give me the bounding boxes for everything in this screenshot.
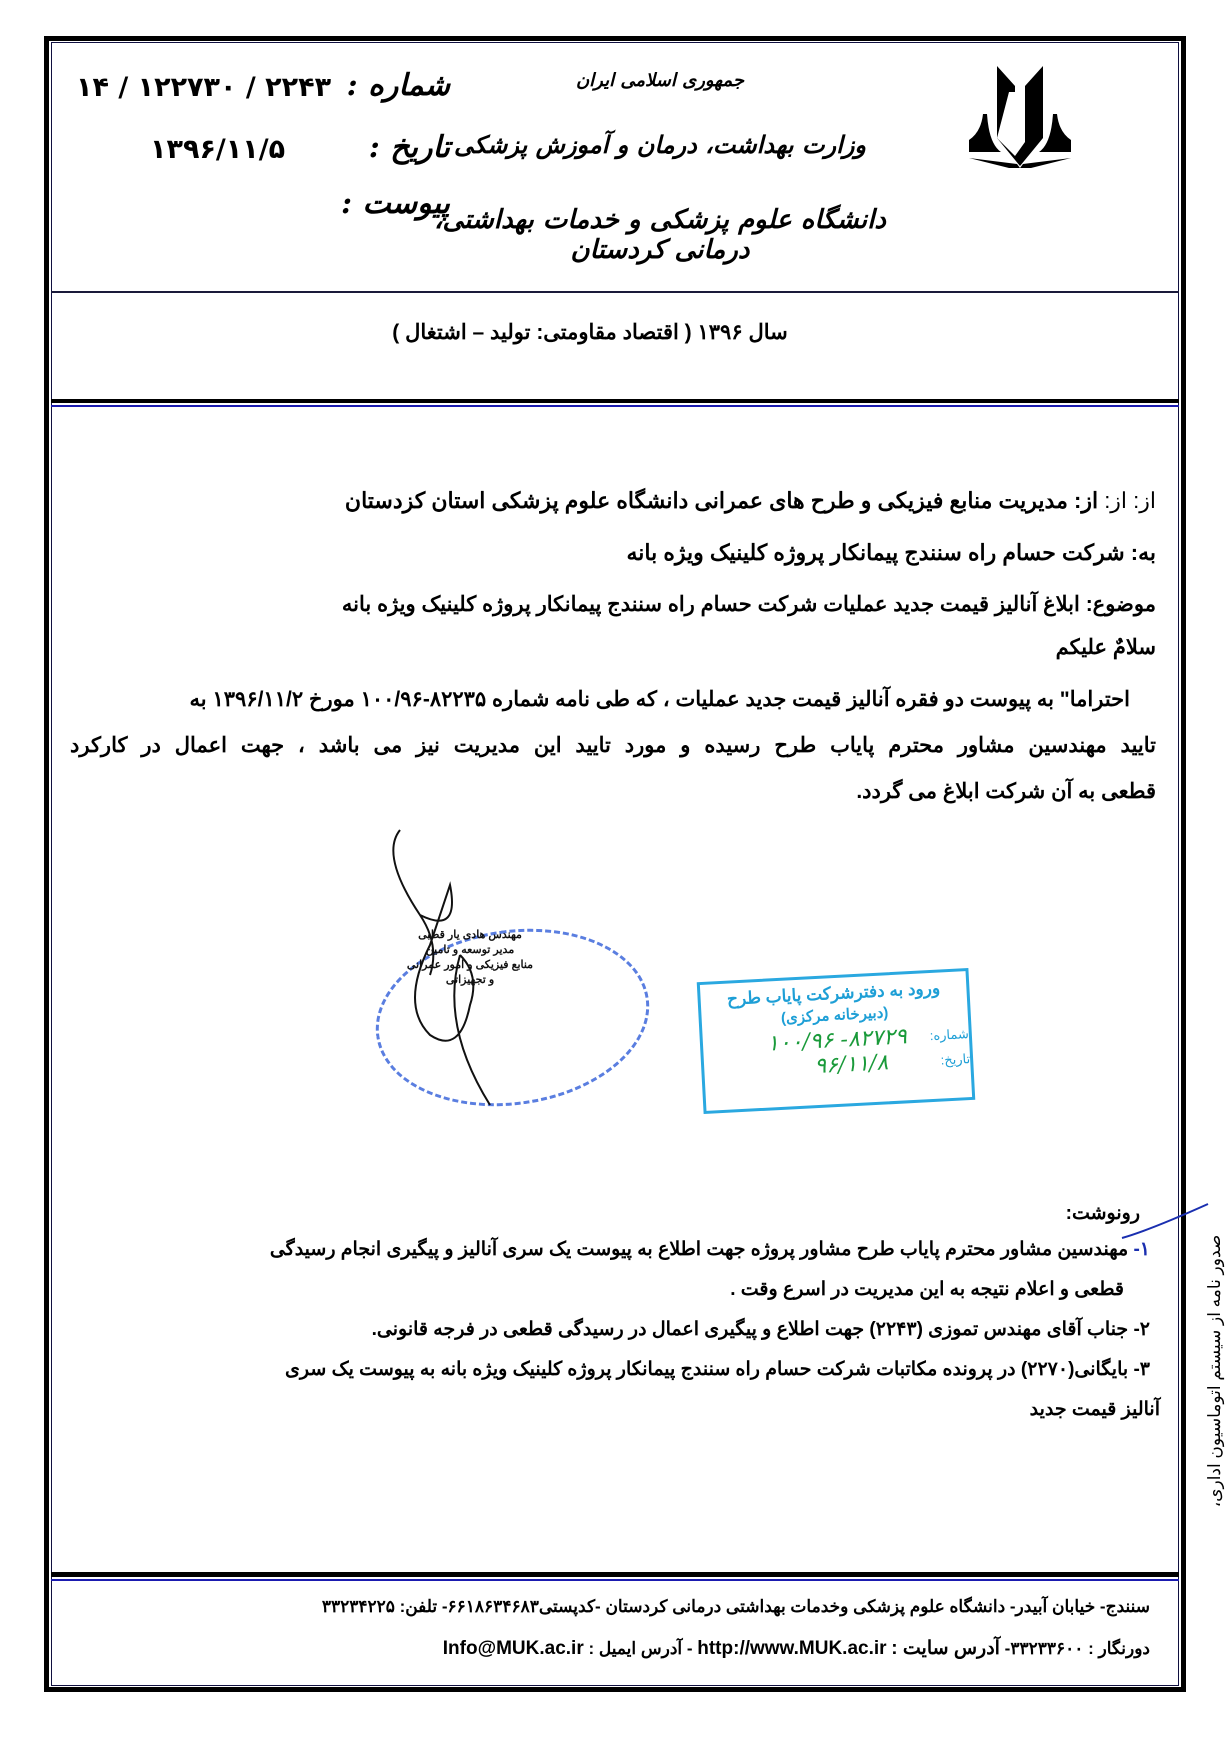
footer-fax: دورنگار : ۳۳۲۳۳۶۰۰- <box>1004 1639 1150 1658</box>
letter-body-line-1: احتراما" به پیوست دو فقره آنالیز قیمت جدید عملیات ، که طی نامه شماره ۸۲۲۳۵-۱۰۰/۹۶ مورخ ۱۳۹۶/۱۱/۲ به <box>189 688 1130 711</box>
letter-subject: موضوع: ابلاغ آنالیز قیمت جدید عملیات شرکت حسام راه سنندج پیمانکار پروژه کلینیک ویژه بانه <box>341 593 1156 616</box>
side-note: صدور نامه از سیستم اتوماسیون اداری، <box>1205 1234 1224 1508</box>
signatory-title-3: و تجهیزاتی <box>445 974 495 986</box>
from-sender: از: مدیریت منابع فیزیکی و طرح های عمرانی دانشگاه علوم پزشکی استان کزدستان <box>344 488 1099 513</box>
cc-item-3-line-1: ۳- بایگانی(۲۲۷۰) در پرونده مکاتبات شرکت حسام راه سنندج پیمانکار پروژه کلینیک ویژه بانه به پیوست یک سری <box>285 1359 1150 1380</box>
slogan-separator-thick <box>51 399 1179 403</box>
republic-title: جمهوری اسلامی ایران <box>575 70 745 91</box>
university-title: دانشگاه علوم پزشکی و خدمات بهداشتی، درمانی کردستان <box>434 205 886 265</box>
signatory-title-1: مدیر توسعه و تامین <box>425 944 515 956</box>
cc-item-1-line-1 <box>110 1232 1150 1268</box>
letter-greeting: سلامٌ علیکم <box>1055 636 1156 659</box>
footer-address: سنندج- خیابان آبیدر- دانشگاه علوم پزشکی وخدمات بهداشتی درمانی کردستان -کدپستی۶۶۱۸۶۳۴۶۸۳- تلفن: ۳۳۲۳۴۲۲۵ <box>321 1597 1150 1616</box>
from-line <box>290 488 1156 514</box>
ministry-title: وزارت بهداشت، درمان و آموزش پزشکی <box>454 130 866 159</box>
stamp-number-value: ۸۲۷۲۹- ۱۰۰/۹۶ <box>766 1024 908 1057</box>
letter-number: ۱۴ / ۱۲۲۷۳۰ / ۲۲۴۳ <box>76 72 332 103</box>
letter-body-line-2: تایید مهندسین مشاور محترم پایاب طرح رسیده و مورد تایید این مدیریت نیز می باشد ، جهت اعمال در کارکرد <box>70 734 1156 757</box>
cc-item-1-text: مهندسین مشاور محترم پایاب طرح مشاور پروژه جهت اطلاع به پیوست یک سری آنالیز و پیگیری انجام رسیدگی <box>269 1239 1129 1260</box>
cc-item-1-line-2: قطعی و اعلام نتیجه به این مدیریت در اسرع وقت . <box>730 1279 1124 1300</box>
header-separator <box>51 291 1179 293</box>
check-mark-icon <box>1120 1200 1210 1250</box>
signatory-title-2: منابع فیزیکی و امور عمرانی <box>406 959 534 971</box>
cc-item-1-number: ۱- <box>1133 1239 1150 1260</box>
university-logo <box>965 58 1075 168</box>
footer-site-url[interactable]: http://www.MUK.ac.ir <box>697 1638 887 1659</box>
cc-title: رونوشت: <box>1065 1203 1140 1224</box>
signature-block <box>370 928 570 988</box>
slogan: سال ۱۳۹۶ ( اقتصاد مقاومتی: تولید – اشتغال ) <box>392 321 788 344</box>
stamp-date-value: ۹۶/۱۱/۸ <box>813 1050 889 1080</box>
attachment-label: پیوست : <box>340 186 450 221</box>
footer-separator-thick <box>51 1572 1179 1577</box>
date-label: تاریخ : <box>368 130 450 165</box>
cc-item-3-line-2: آنالیز قیمت جدید <box>1029 1399 1160 1420</box>
stamp-line-2: (دبیرخانه مرکزی) <box>780 1004 889 1027</box>
signatory-name: مهندس هادی یار قطبی <box>418 929 522 941</box>
letter-body-line-3: قطعی به آن شرکت ابلاغ می گردد. <box>856 780 1156 803</box>
cc-item-2: ۲- جناب آقای مهندس تموزی (۲۲۴۳) جهت اطلاع و پیگیری اعمال در رسیدگی قطعی در فرجه قانونی. <box>371 1319 1150 1340</box>
footer-separator-thin <box>51 1579 1179 1581</box>
stamp-line-1: ورود به دفترشرکت پایاب طرح <box>726 978 941 1009</box>
number-label: شماره : <box>346 68 450 103</box>
slogan-separator-thin <box>51 405 1179 407</box>
footer-site-label: آدرس سایت : <box>891 1638 1000 1659</box>
page-border-inner <box>51 42 1179 1686</box>
stamp-number-label: شماره: <box>929 1025 970 1043</box>
university-emblem-icon <box>965 58 1075 168</box>
footer-email-label: - آدرس ایمیل : <box>588 1639 693 1658</box>
stamp-date-label: تاریخ: <box>940 1050 971 1068</box>
footer-contacts <box>150 1637 1150 1660</box>
to-recipient: به: شرکت حسام راه سنندج پیمانکار پروژه کلینیک ویژه بانه <box>626 540 1156 565</box>
footer-email[interactable]: Info@MUK.ac.ir <box>442 1638 584 1659</box>
received-stamp <box>697 968 976 1114</box>
from-prefix: از: از: <box>1104 488 1156 513</box>
letter-date: ۱۳۹۶/۱۱/۵ <box>150 134 286 165</box>
